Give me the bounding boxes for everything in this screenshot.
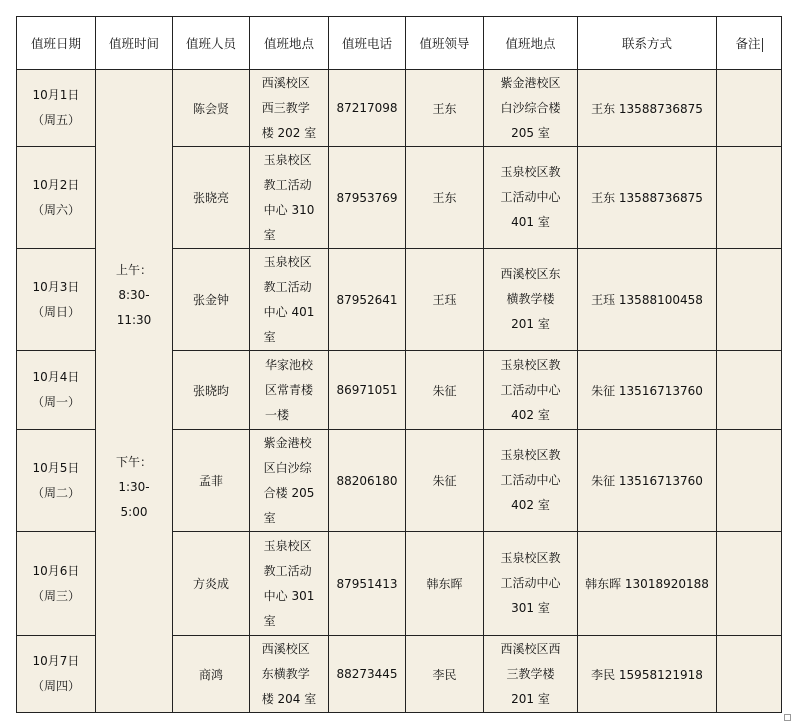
location-text: 紫金港校 区白沙综 合楼 205 室	[263, 435, 315, 525]
header-note[interactable]	[717, 17, 782, 70]
contact-cell: 李民 15958121918	[578, 636, 717, 713]
date-text: 10月5日 （周二）	[31, 460, 80, 500]
contact-cell: 王东 13588736875	[578, 147, 717, 249]
leader-cell: 李民	[406, 636, 484, 713]
header-person: 值班人员	[173, 17, 250, 70]
note-cell[interactable]	[717, 147, 782, 249]
leader-location-text: 玉泉校区教 工活动中心 401 室	[500, 165, 561, 229]
leader-location-cell	[484, 532, 578, 636]
leader-cell: 朱征	[406, 430, 484, 532]
header-leader-location: 值班地点	[484, 17, 578, 70]
location-cell	[250, 70, 329, 147]
phone-cell: 88206180	[329, 430, 406, 532]
morning-time: 上午： 8:30- 11:30	[115, 262, 152, 327]
person-cell: 陈会贤	[173, 70, 250, 147]
date-cell	[17, 430, 96, 532]
person-cell: 张晓昀	[173, 351, 250, 430]
note-cell[interactable]	[717, 636, 782, 713]
leader-location-text: 玉泉校区教 工活动中心 402 室	[500, 448, 561, 512]
header-contact: 联系方式	[578, 17, 717, 70]
date-text: 10月7日 （周四）	[31, 654, 80, 693]
note-cell[interactable]	[717, 351, 782, 430]
location-text: 玉泉校区 教工活动 中心 310 室	[263, 152, 315, 242]
person-cell: 孟菲	[173, 430, 250, 532]
person-cell: 商鸿	[173, 636, 250, 713]
location-text: 西溪校区 西三教学 楼 202 室	[261, 75, 317, 140]
date-text: 10月2日 （周六）	[31, 177, 80, 217]
leader-cell: 韩东晖	[406, 532, 484, 636]
leader-location-cell	[484, 70, 578, 147]
leader-location-cell	[484, 147, 578, 249]
date-cell	[17, 147, 96, 249]
leader-cell: 王东	[406, 70, 484, 147]
leader-cell: 王珏	[406, 249, 484, 351]
leader-cell: 朱征	[406, 351, 484, 430]
date-text: 10月4日 （周一）	[31, 370, 80, 409]
leader-location-text: 西溪校区西 三教学楼 201 室	[500, 641, 561, 706]
leader-location-text: 玉泉校区教 工活动中心 402 室	[500, 357, 561, 422]
location-cell	[250, 147, 329, 249]
leader-location-cell	[484, 636, 578, 713]
phone-cell: 87952641	[329, 249, 406, 351]
header-location: 值班地点	[250, 17, 329, 70]
person-cell: 张晓亮	[173, 147, 250, 249]
header-leader: 值班领导	[406, 17, 484, 70]
phone-cell: 87217098	[329, 70, 406, 147]
leader-location-cell	[484, 430, 578, 532]
phone-cell: 87953769	[329, 147, 406, 249]
afternoon-time: 下午： 1:30- 5:00	[115, 454, 152, 519]
header-note-label: 备注	[735, 36, 761, 51]
leader-location-text: 西溪校区东 横教学楼 201 室	[500, 267, 561, 331]
contact-cell: 朱征 13516713760	[578, 430, 717, 532]
leader-location-text: 玉泉校区教 工活动中心 301 室	[500, 551, 561, 615]
note-cell[interactable]	[717, 249, 782, 351]
location-text: 玉泉校区 教工活动 中心 401 室	[263, 254, 315, 344]
date-cell	[17, 636, 96, 713]
time-cell	[96, 70, 173, 713]
header-time: 值班时间	[96, 17, 173, 70]
location-cell	[250, 351, 329, 430]
date-cell	[17, 351, 96, 430]
leader-location-cell	[484, 351, 578, 430]
location-cell	[250, 430, 329, 532]
duty-schedule-document	[16, 16, 782, 713]
date-cell	[17, 70, 96, 147]
date-cell	[17, 532, 96, 636]
date-text: 10月1日 （周五）	[31, 88, 80, 127]
location-text: 华家池校 区常青楼 一楼	[264, 357, 313, 422]
phone-cell: 88273445	[329, 636, 406, 713]
contact-cell: 王东 13588736875	[578, 70, 717, 147]
phone-cell: 86971051	[329, 351, 406, 430]
leader-location-cell	[484, 249, 578, 351]
table-row	[17, 70, 782, 147]
phone-cell: 87951413	[329, 532, 406, 636]
leader-location-text: 紫金港校区 白沙综合楼 205 室	[500, 75, 561, 140]
date-text: 10月3日 （周日）	[31, 279, 80, 319]
duty-table	[16, 16, 782, 713]
location-text: 玉泉校区 教工活动 中心 301 室	[263, 538, 315, 628]
location-cell	[250, 636, 329, 713]
location-text: 西溪校区 东横教学 楼 204 室	[261, 641, 317, 706]
header-date: 值班日期	[17, 17, 96, 70]
contact-cell: 王珏 13588100458	[578, 249, 717, 351]
header-phone: 值班电话	[329, 17, 406, 70]
note-cell[interactable]	[717, 532, 782, 636]
date-text: 10月6日 （周三）	[31, 563, 80, 603]
leader-cell: 王东	[406, 147, 484, 249]
header-row	[17, 17, 782, 70]
note-cell[interactable]	[717, 70, 782, 147]
table-resize-handle[interactable]	[784, 714, 791, 721]
note-cell[interactable]	[717, 430, 782, 532]
date-cell	[17, 249, 96, 351]
contact-cell: 韩东晖 13018920188	[578, 532, 717, 636]
location-cell	[250, 532, 329, 636]
person-cell: 张金钟	[173, 249, 250, 351]
person-cell: 方炎成	[173, 532, 250, 636]
text-cursor	[762, 38, 763, 52]
location-cell	[250, 249, 329, 351]
contact-cell: 朱征 13516713760	[578, 351, 717, 430]
